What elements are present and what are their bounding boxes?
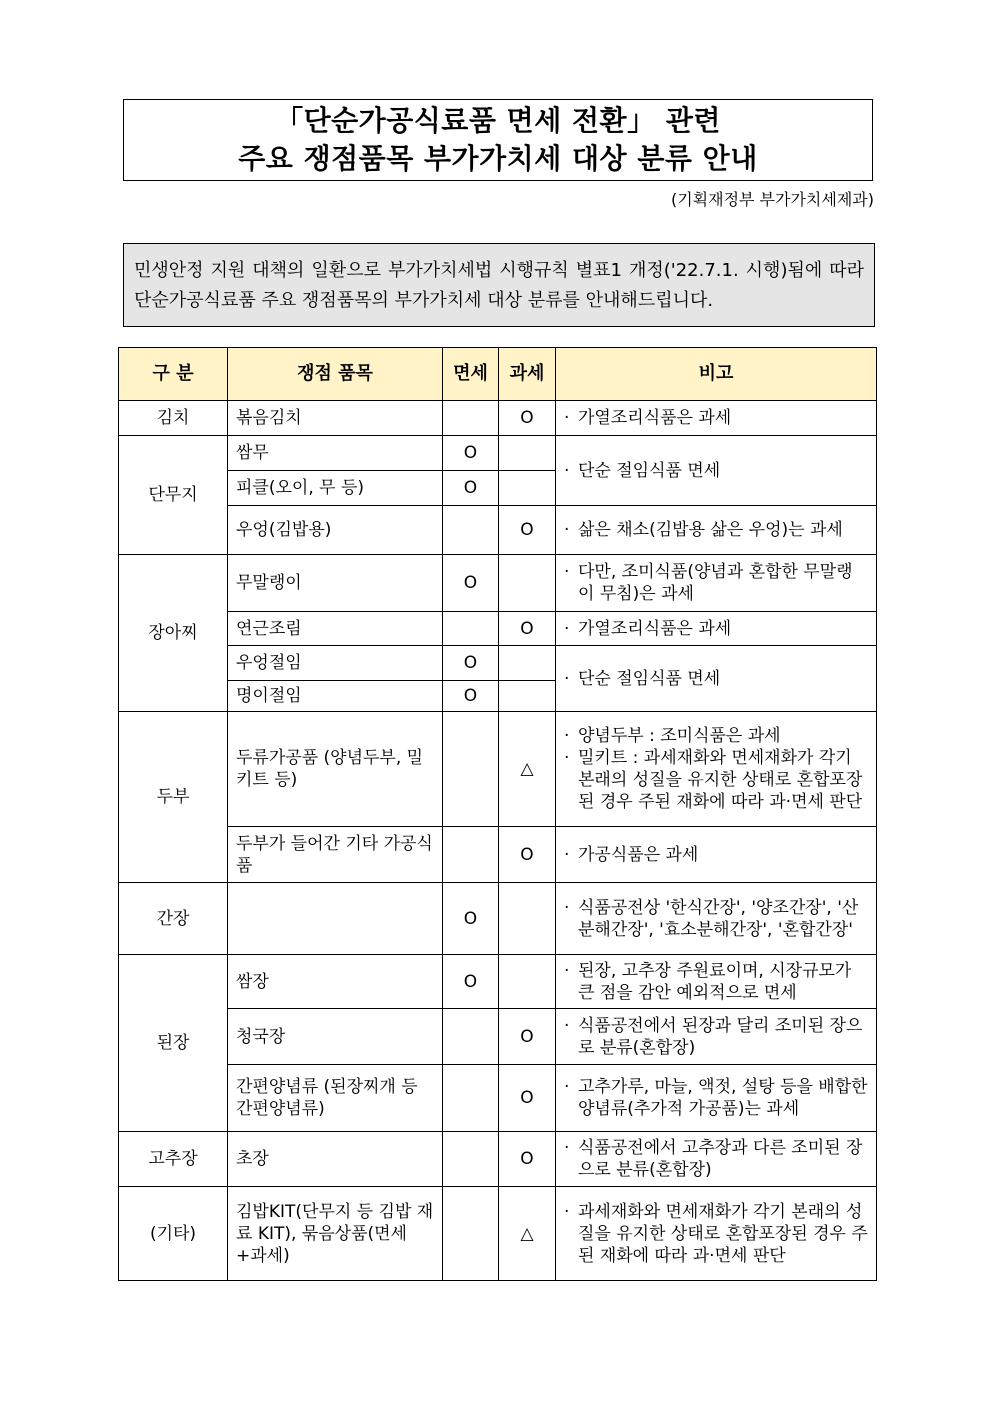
exempt-cell <box>443 401 499 436</box>
taxable-cell <box>499 646 556 681</box>
taxable-cell <box>499 681 556 712</box>
bullet-mark: · <box>564 1015 570 1036</box>
classification-table <box>118 347 877 1281</box>
header-item: 쟁점 품목 <box>228 348 443 401</box>
remarks-cell: · 삶은 채소(김밥용 삶은 우엉)는 과세 <box>556 506 877 555</box>
remarks-cell: · 된장, 고추장 주원료이며, 시장규모가 큰 점을 감안 예외적으로 면세 <box>556 955 877 1009</box>
table-row <box>119 555 877 612</box>
exempt-cell <box>443 1187 499 1281</box>
table-row <box>119 1187 877 1281</box>
exempt-cell: O <box>443 555 499 612</box>
title-box <box>123 99 873 181</box>
header-remarks: 비고 <box>556 348 877 401</box>
item-cell: 두류가공품 (양념두부, 밀키트 등) <box>228 712 443 827</box>
item-cell: 청국장 <box>228 1009 443 1065</box>
category-cell: 고추장 <box>119 1132 228 1187</box>
taxable-cell: O <box>499 612 556 646</box>
bullet-mark: · <box>564 562 570 582</box>
taxable-cell: O <box>499 401 556 436</box>
bullet-mark: · <box>564 1201 570 1222</box>
bullet-mark: · <box>564 408 570 428</box>
taxable-cell: O <box>499 1009 556 1065</box>
table-row <box>119 436 877 471</box>
exempt-cell: O <box>443 681 499 712</box>
table-header-row <box>119 348 877 401</box>
remarks-cell: · 가열조리식품은 과세 <box>556 401 877 436</box>
item-cell: 간편양념류 (된장찌개 등 간편양념류) <box>228 1065 443 1132</box>
bullet-mark: · <box>564 748 570 768</box>
remarks-cell: · 가열조리식품은 과세 <box>556 612 877 646</box>
remarks-cell: · 단순 절임식품 면세 <box>556 646 877 712</box>
category-cell: 장아찌 <box>119 555 228 712</box>
category-cell: 김치 <box>119 401 228 436</box>
item-cell: 우엉절임 <box>228 646 443 681</box>
exempt-cell <box>443 712 499 827</box>
remarks-cell: · 식품공전상 '한식간장', '양조간장', '산분해간장', '효소분해간장', '혼합간장' <box>556 883 877 955</box>
item-cell: 우엉(김밥용) <box>228 506 443 555</box>
exempt-cell: O <box>443 883 499 955</box>
item-cell: 초장 <box>228 1132 443 1187</box>
remarks-cell: · 양념두부 : 조미식품은 과세 · 밀키트 : 과세재화와 면세재화가 각기 본래의 성질을 유지한 상태로 혼합포장된 경우 주된 재화에 따라 과·면세 판단 <box>556 712 877 827</box>
remarks-cell: · 식품공전에서 고추장과 다른 조미된 장으로 분류(혼합장) <box>556 1132 877 1187</box>
title-line-2: 주요 쟁점품목 부가가치세 대상 분류 안내 <box>238 142 758 175</box>
taxable-cell <box>499 955 556 1009</box>
exempt-cell: O <box>443 955 499 1009</box>
bullet-mark: · <box>564 520 570 540</box>
item-cell: 명이절임 <box>228 681 443 712</box>
bullet-mark: · <box>564 668 570 689</box>
category-cell: 된장 <box>119 955 228 1132</box>
exempt-cell <box>443 506 499 555</box>
remarks-cell: · 과세재화와 면세재화가 각기 본래의 성질을 유지한 상태로 혼합포장된 경우 주된 재화에 따라 과·면세 판단 <box>556 1187 877 1281</box>
item-cell <box>228 883 443 955</box>
notice-box: 민생안정 지원 대책의 일환으로 부가가치세법 시행규칙 별표1 개정('22.7.1. 시행)됨에 따라 단순가공식료품 주요 쟁점품목의 부가가치세 대상 분류를 안내해드립니다. <box>123 243 875 327</box>
bullet-mark: · <box>564 897 570 918</box>
category-cell: 단무지 <box>119 436 228 555</box>
category-cell: 간장 <box>119 883 228 955</box>
taxable-cell: △ <box>499 712 556 827</box>
item-cell: 쌈장 <box>228 955 443 1009</box>
taxable-cell: O <box>499 1132 556 1187</box>
item-cell: 김밥KIT(단무지 등 김밥 재료 KIT), 묶음상품(면세+과세) <box>228 1187 443 1281</box>
table-row <box>119 1009 877 1065</box>
bullet-mark: · <box>564 460 570 481</box>
table-row <box>119 401 877 436</box>
remarks-cell: · 식품공전에서 된장과 달리 조미된 장으로 분류(혼합장) <box>556 1009 877 1065</box>
taxable-cell: O <box>499 1065 556 1132</box>
exempt-cell: O <box>443 436 499 471</box>
bullet-mark: · <box>564 844 570 865</box>
table-row <box>119 646 877 681</box>
remarks-cell: · 고추가루, 마늘, 액젓, 설탕 등을 배합한 양념류(추가적 가공품)는 과세 <box>556 1065 877 1132</box>
table-row <box>119 712 877 827</box>
table-row <box>119 1132 877 1187</box>
item-cell: 쌈무 <box>228 436 443 471</box>
taxable-cell <box>499 471 556 506</box>
table-row <box>119 506 877 555</box>
remarks-cell: · 단순 절임식품 면세 <box>556 436 877 506</box>
taxable-cell <box>499 555 556 612</box>
bullet-mark: · <box>564 960 570 981</box>
department-label: (기획재정부 부가가치세제과) <box>670 190 874 209</box>
header-category: 구 분 <box>119 348 228 401</box>
exempt-cell <box>443 1009 499 1065</box>
table-row <box>119 1065 877 1132</box>
remarks-cell: · 다만, 조미식품(양념과 혼합한 무말랭이 무침)은 과세 <box>556 555 877 612</box>
table-row <box>119 827 877 883</box>
exempt-cell <box>443 827 499 883</box>
category-cell: 두부 <box>119 712 228 883</box>
item-cell: 연근조림 <box>228 612 443 646</box>
item-cell: 두부가 들어간 기타 가공식품 <box>228 827 443 883</box>
bullet-mark: · <box>564 1077 570 1097</box>
bullet-mark: · <box>564 726 570 746</box>
taxable-cell: △ <box>499 1187 556 1281</box>
item-cell: 볶음김치 <box>228 401 443 436</box>
exempt-cell <box>443 1132 499 1187</box>
exempt-cell: O <box>443 471 499 506</box>
category-cell: (기타) <box>119 1187 228 1281</box>
exempt-cell <box>443 612 499 646</box>
exempt-cell: O <box>443 646 499 681</box>
taxable-cell <box>499 883 556 955</box>
header-taxable: 과세 <box>499 348 556 401</box>
table-row <box>119 955 877 1009</box>
item-cell: 피클(오이, 무 등) <box>228 471 443 506</box>
taxable-cell: O <box>499 827 556 883</box>
table-row <box>119 612 877 646</box>
item-cell: 무말랭이 <box>228 555 443 612</box>
taxable-cell <box>499 436 556 471</box>
header-exempt: 면세 <box>443 348 499 401</box>
title-line-1: 「단순가공식료품 면세 전환」 관련 <box>275 104 721 137</box>
exempt-cell <box>443 1065 499 1132</box>
remarks-cell: · 가공식품은 과세 <box>556 827 877 883</box>
bullet-mark: · <box>564 1138 570 1158</box>
table-row <box>119 883 877 955</box>
bullet-mark: · <box>564 618 570 639</box>
taxable-cell: O <box>499 506 556 555</box>
